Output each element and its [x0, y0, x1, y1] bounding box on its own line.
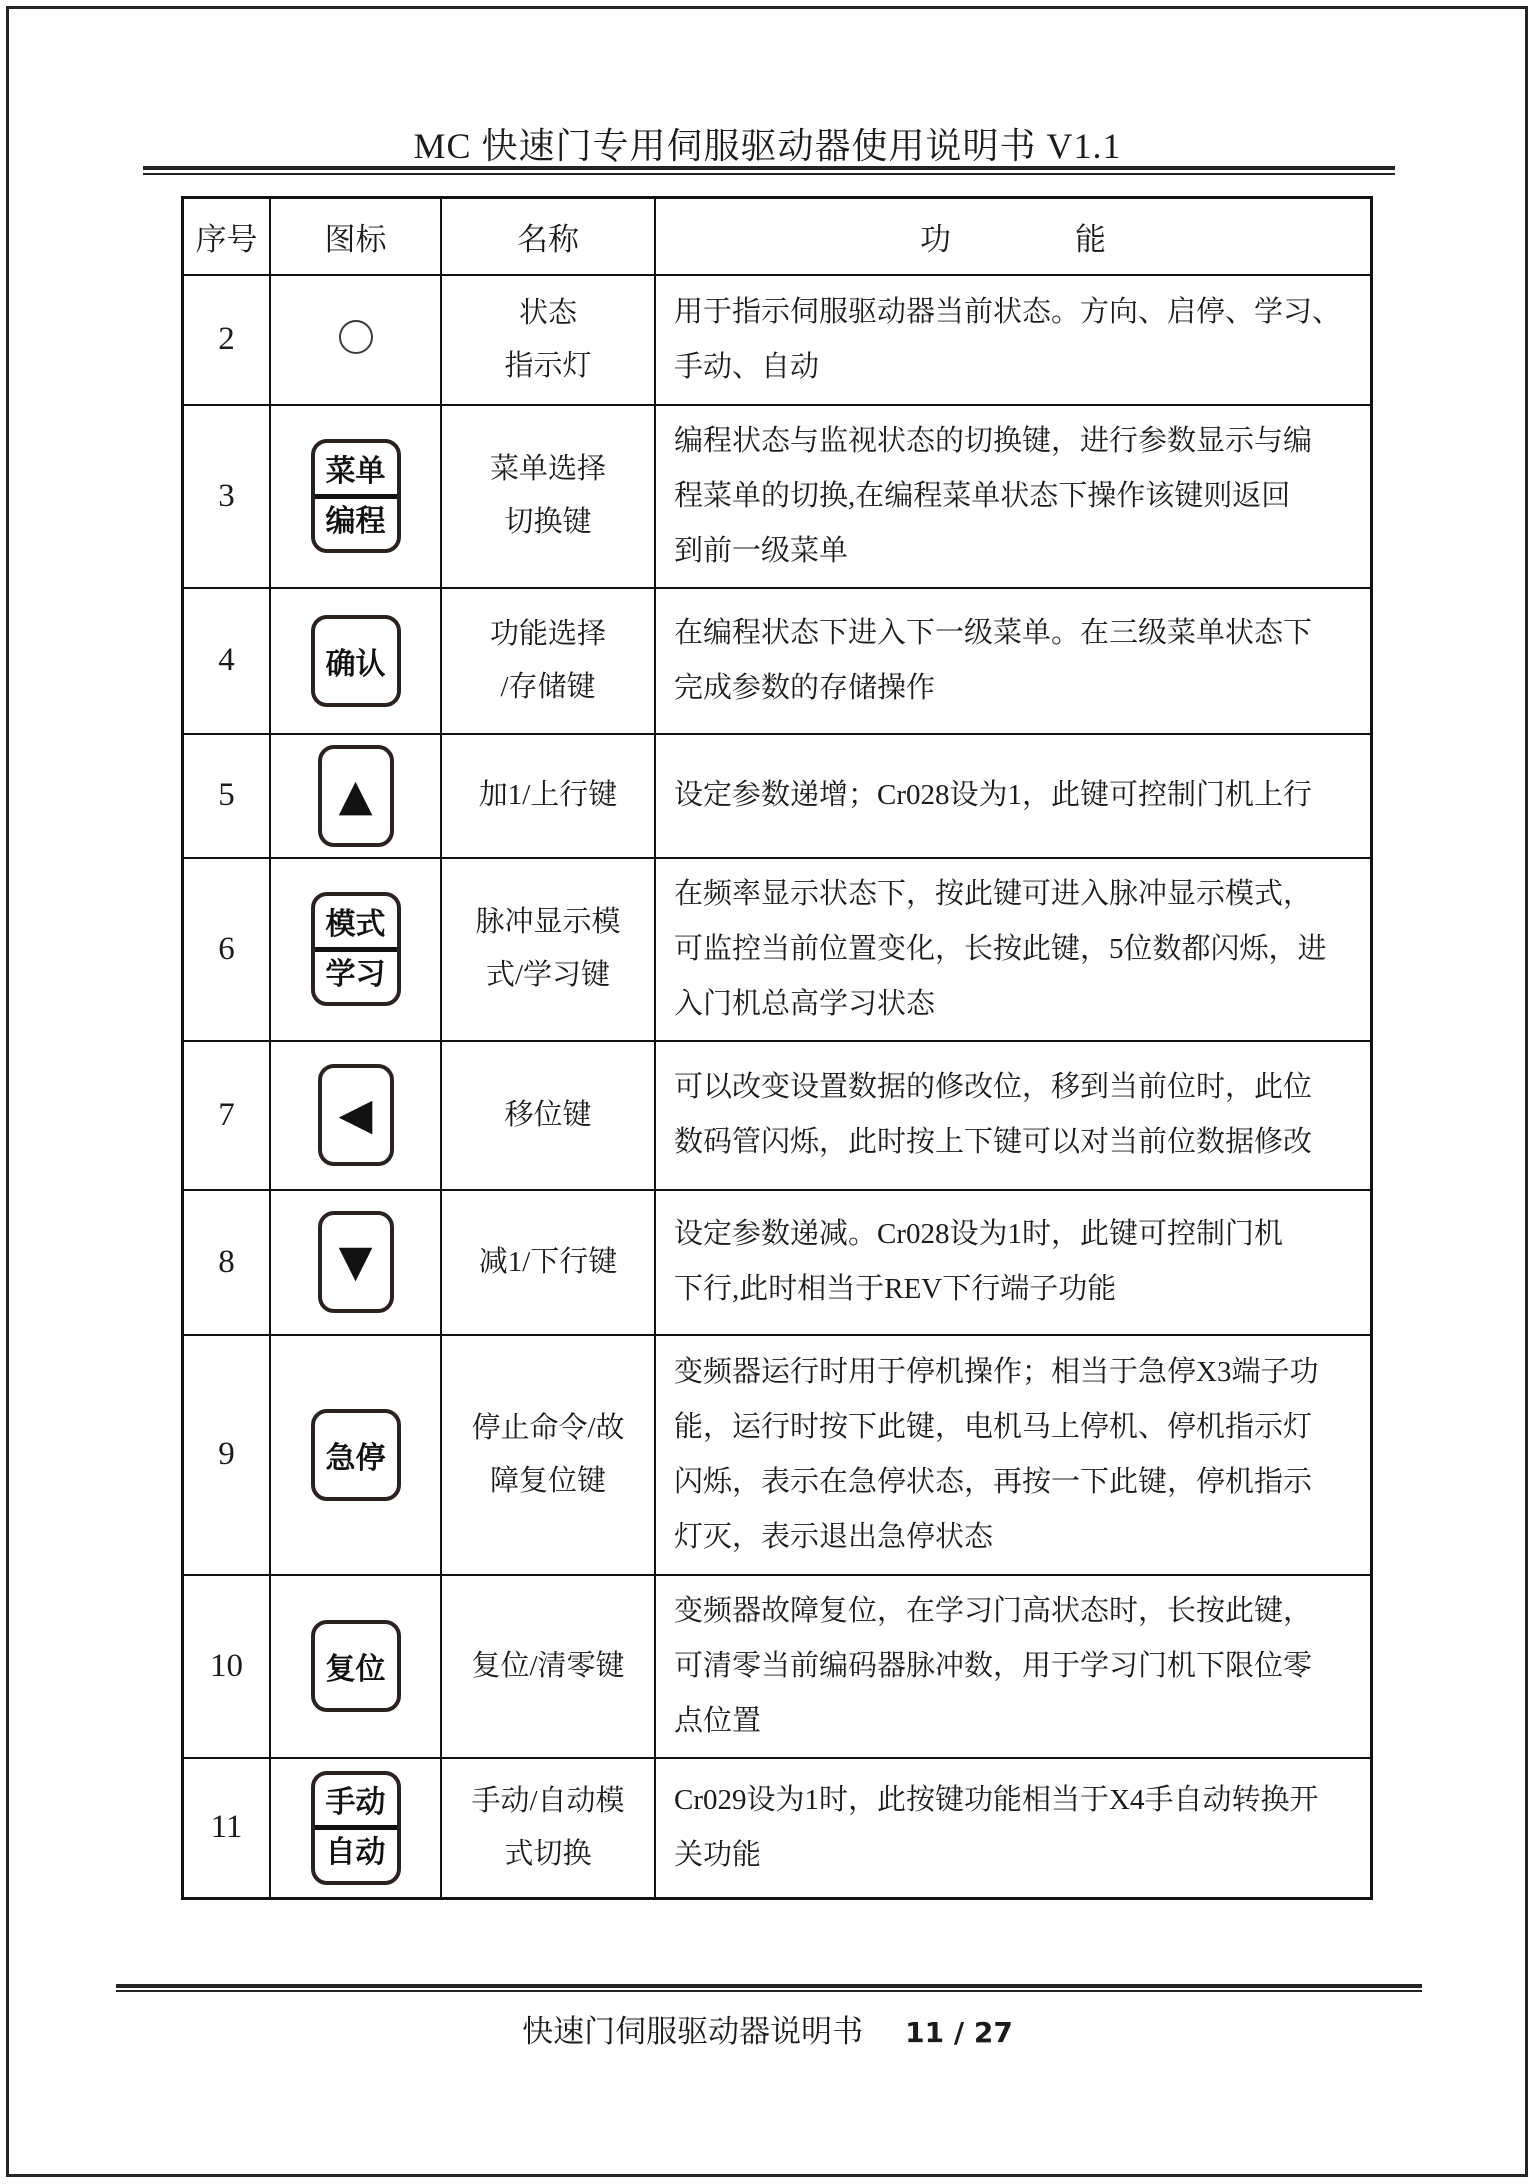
col-header-name: 名称 [441, 198, 655, 275]
name-cell: 功能选择 /存储键 [441, 588, 655, 734]
function-cell: 用于指示伺服驱动器当前状态。方向、启停、学习、 手动、自动 [655, 275, 1372, 405]
icon-cell [270, 275, 441, 405]
name-cell: 复位/清零键 [441, 1575, 655, 1758]
function-cell: 编程状态与监视状态的切换键，进行参数显示与编 程菜单的切换,在编程菜单状态下操作该键则返回 到前一级菜单 [655, 405, 1372, 588]
name-cell: 停止命令/故 障复位键 [441, 1335, 655, 1575]
key-function-table [181, 196, 1373, 1900]
table-row [183, 1575, 1372, 1758]
table-row [183, 275, 1372, 405]
icon-cell [270, 588, 441, 734]
table-row [183, 588, 1372, 734]
icon-cell [270, 734, 441, 858]
function-cell: 设定参数递减。Cr028设为1时，此键可控制门机 下行,此时相当于REV下行端子功能 [655, 1190, 1372, 1335]
table-header-row [183, 198, 1372, 275]
col-header-no: 序号 [183, 198, 271, 275]
manual-auto-key-icon: 手动 自动 [311, 1771, 401, 1885]
name-cell: 加1/上行键 [441, 734, 655, 858]
table-row [183, 1041, 1372, 1190]
mode-learn-key-icon: 模式 学习 [311, 892, 401, 1006]
icon-cell [270, 1335, 441, 1575]
footer-rule [116, 1984, 1422, 1992]
row-number: 8 [183, 1190, 271, 1335]
function-cell: 可以改变设置数据的修改位，移到当前位时，此位 数码管闪烁，此时按上下键可以对当前位数据修改 [655, 1041, 1372, 1190]
table-row [183, 1758, 1372, 1899]
row-number: 11 [183, 1758, 271, 1899]
icon-cell [270, 858, 441, 1041]
status-led-icon [339, 320, 373, 354]
name-cell: 移位键 [441, 1041, 655, 1190]
row-number: 6 [183, 858, 271, 1041]
icon-cell [270, 1041, 441, 1190]
name-cell: 状态 指示灯 [441, 275, 655, 405]
table-row [183, 1190, 1372, 1335]
row-number: 9 [183, 1335, 271, 1575]
name-cell: 减1/下行键 [441, 1190, 655, 1335]
table-row [183, 405, 1372, 588]
doc-title: MC 快速门专用伺服驱动器使用说明书 V1.1 [413, 126, 1122, 166]
menu-program-key-icon: 菜单 编程 [311, 439, 401, 553]
table-row [183, 858, 1372, 1041]
row-number: 4 [183, 588, 271, 734]
estop-key-icon: 急停 [311, 1409, 401, 1501]
name-cell: 脉冲显示模 式/学习键 [441, 858, 655, 1041]
icon-cell [270, 1190, 441, 1335]
function-cell: 变频器运行时用于停机操作；相当于急停X3端子功 能，运行时按下此键，电机马上停机、停机指示灯 闪烁，表示在急停状态，再按一下此键，停机指示 灯灭，表示退出急停状态 [655, 1335, 1372, 1575]
row-number: 7 [183, 1041, 271, 1190]
function-cell: 在频率显示状态下，按此键可进入脉冲显示模式， 可监控当前位置变化，长按此键，5位数都闪烁，进 入门机总高学习状态 [655, 858, 1372, 1041]
footer-doc-name: 快速门伺服驱动器说明书 [522, 2014, 864, 2049]
table-row [183, 1335, 1372, 1575]
function-cell: 设定参数递增；Cr028设为1，此键可控制门机上行 [655, 734, 1372, 858]
name-cell: 手动/自动模 式切换 [441, 1758, 655, 1899]
function-cell: Cr029设为1时，此按键功能相当于X4手自动转换开 关功能 [655, 1758, 1372, 1899]
up-arrow-key-icon: ▲ [318, 745, 394, 847]
down-arrow-key-icon: ▼ [318, 1211, 394, 1313]
icon-cell [270, 1575, 441, 1758]
icon-cell [270, 405, 441, 588]
function-cell: 在编程状态下进入下一级菜单。在三级菜单状态下 完成参数的存储操作 [655, 588, 1372, 734]
reset-key-icon: 复位 [311, 1620, 401, 1712]
col-header-function: 功 能 [655, 198, 1372, 275]
row-number: 10 [183, 1575, 271, 1758]
footer [0, 2006, 1535, 2051]
icon-cell [270, 1758, 441, 1899]
col-header-icon: 图标 [270, 198, 441, 275]
table-body [183, 275, 1372, 1899]
header-rule [143, 166, 1395, 175]
row-number: 3 [183, 405, 271, 588]
function-cell: 变频器故障复位，在学习门高状态时，长按此键， 可清零当前编码器脉冲数，用于学习门机下限位零 点位置 [655, 1575, 1372, 1758]
table-row [183, 734, 1372, 858]
left-arrow-key-icon: ◀ [318, 1064, 394, 1166]
row-number: 2 [183, 275, 271, 405]
row-number: 5 [183, 734, 271, 858]
confirm-key-icon: 确认 [311, 615, 401, 707]
footer-page-number: 11 / 27 [905, 2016, 1013, 2049]
name-cell: 菜单选择 切换键 [441, 405, 655, 588]
